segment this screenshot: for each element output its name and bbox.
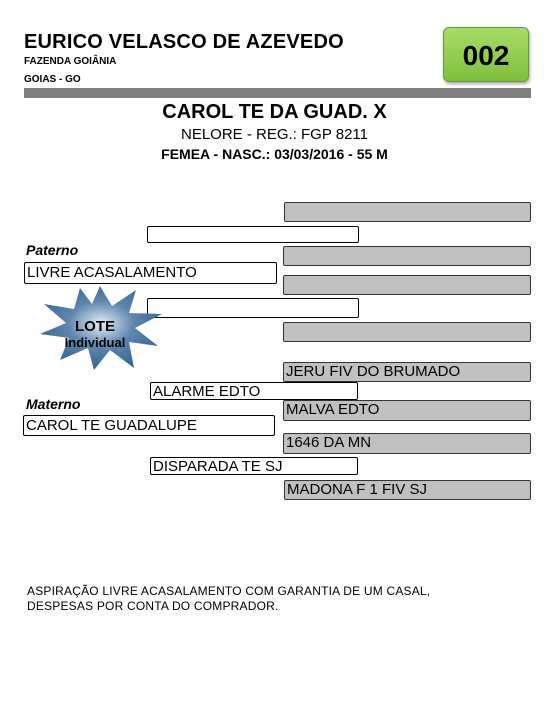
animal-sex-birth: FEMEA - NASC.: 03/03/2016 - 55 M <box>161 146 388 162</box>
lote-badge-line2: Individual <box>64 335 126 350</box>
lot-number-badge: 002 <box>443 27 529 82</box>
pedigree-sire: LIVRE ACASALAMENTO <box>24 262 277 284</box>
pedigree-sire-dam-sire <box>283 275 531 295</box>
pedigree-dam-dam: DISPARADA TE SJ <box>150 457 358 475</box>
lot-notes-line1: ASPIRAÇÃO LIVRE ACASALAMENTO COM GARANTIA DE UM CASAL, <box>27 584 431 598</box>
pedigree-sire-dam-dam <box>283 322 531 342</box>
pedigree-dam-sire: ALARME EDTO <box>150 382 358 400</box>
lot-notes <box>27 584 430 614</box>
farm-city: GOIAS - GO <box>24 74 81 85</box>
pedigree-sire-dam <box>147 298 359 318</box>
farm-name: FAZENDA GOIÂNIA <box>24 56 117 67</box>
lote-badge-line1: LOTE <box>75 318 115 335</box>
owner-name: EURICO VELASCO DE AZEVEDO <box>24 31 344 53</box>
paterno-label: Paterno <box>26 242 79 258</box>
lot-notes-line2: DESPESAS POR CONTA DO COMPRADOR. <box>27 599 279 613</box>
pedigree-sire-sire <box>147 226 359 243</box>
pedigree-dam: CAROL TE GUADALUPE <box>23 415 275 436</box>
animal-name: CAROL TE DA GUAD. X <box>162 101 387 123</box>
header-divider <box>24 88 531 98</box>
pedigree-sire-sire-dam <box>283 246 531 266</box>
pedigree-dam-sire-sire: JERU FIV DO BRUMADO <box>283 362 531 382</box>
animal-breed-registration: NELORE - REG.: FGP 8211 <box>180 126 368 143</box>
pedigree-dam-dam-sire: 1646 DA MN <box>283 433 531 454</box>
pedigree-dam-dam-dam: MADONA F 1 FIV SJ <box>284 480 531 500</box>
pedigree-sire-sire-sire <box>284 202 531 222</box>
pedigree-dam-sire-dam: MALVA EDTO <box>283 400 531 421</box>
lote-badge-text <box>40 318 150 350</box>
materno-label: Materno <box>26 396 81 412</box>
